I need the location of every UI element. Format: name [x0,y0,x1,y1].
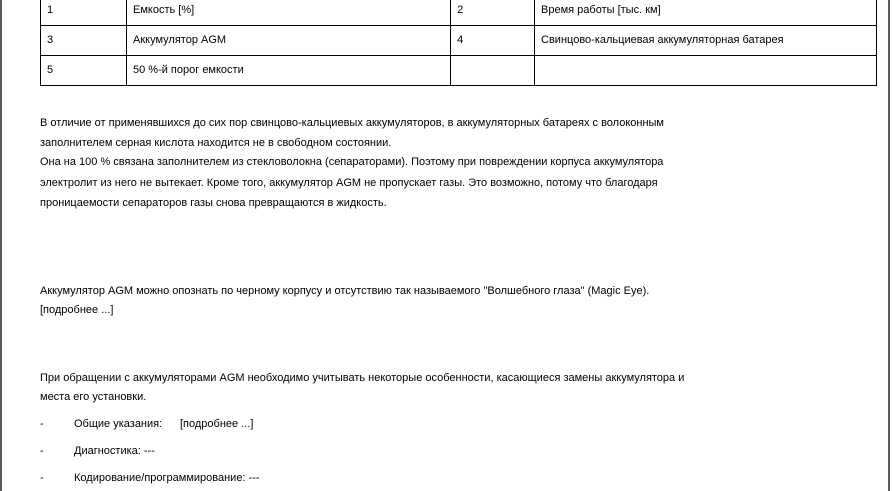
legend-table [40,0,877,86]
legend-number [451,56,535,86]
more-link[interactable]: [подробнее ...] [180,418,254,430]
paragraph-line: заполнителем серная кислота находится не в свободном состоянии. [40,137,392,149]
paragraph-line: Она на 100 % связана заполнителем из стекловолокна (сепараторами). Поэтому при повреждении корпуса аккумулятора [40,156,664,168]
legend-text: Емкость [%] [127,0,451,26]
paragraph-line: Аккумулятор AGM можно опознать по черному корпусу и отсутствию так называемого "Волшебного глаза" (Magic Eye). [40,285,650,297]
page-left-border [0,0,2,491]
legend-number: 3 [41,26,127,56]
page-right-border [888,0,890,491]
legend-number: 2 [451,0,535,26]
list-dash: - [40,445,44,457]
paragraph-line: В отличие от применявшихся до сих пор свинцово-кальциевых аккумуляторов, в аккумуляторных батареях с волоконным [40,117,664,129]
list-dash: - [40,472,44,484]
list-dash: - [40,418,44,430]
table-row [41,26,877,56]
paragraph-line: При обращении с аккумуляторами AGM необходимо учитывать некоторые особенности, касающиеся замены аккумулятора и [40,372,685,384]
legend-number: 4 [451,26,535,56]
list-item-label: Кодирование/программирование: --- [74,472,260,484]
table-row [41,56,877,86]
list-item-label: Общие указания: [74,418,163,430]
legend-text: Время работы [тыс. км] [535,0,877,26]
legend-text: 50 %-й порог емкости [127,56,451,86]
legend-number: 5 [41,56,127,86]
legend-text: Свинцово-кальциевая аккумуляторная батарея [535,26,877,56]
list-item-label: Диагностика: --- [74,445,155,457]
legend-text: Аккумулятор AGM [127,26,451,56]
legend-text [535,56,877,86]
table-row [41,0,877,26]
paragraph-line: электролит из него не вытекает. Кроме того, аккумулятор AGM не пропускает газы. Это возможно, потому что благодаря [40,177,658,189]
legend-number: 1 [41,0,127,26]
more-link[interactable]: [подробнее ...] [40,304,114,316]
paragraph-line: проницаемости сепараторов газы снова превращаются в жидкость. [40,197,387,209]
paragraph-line: места его установки. [40,391,147,403]
